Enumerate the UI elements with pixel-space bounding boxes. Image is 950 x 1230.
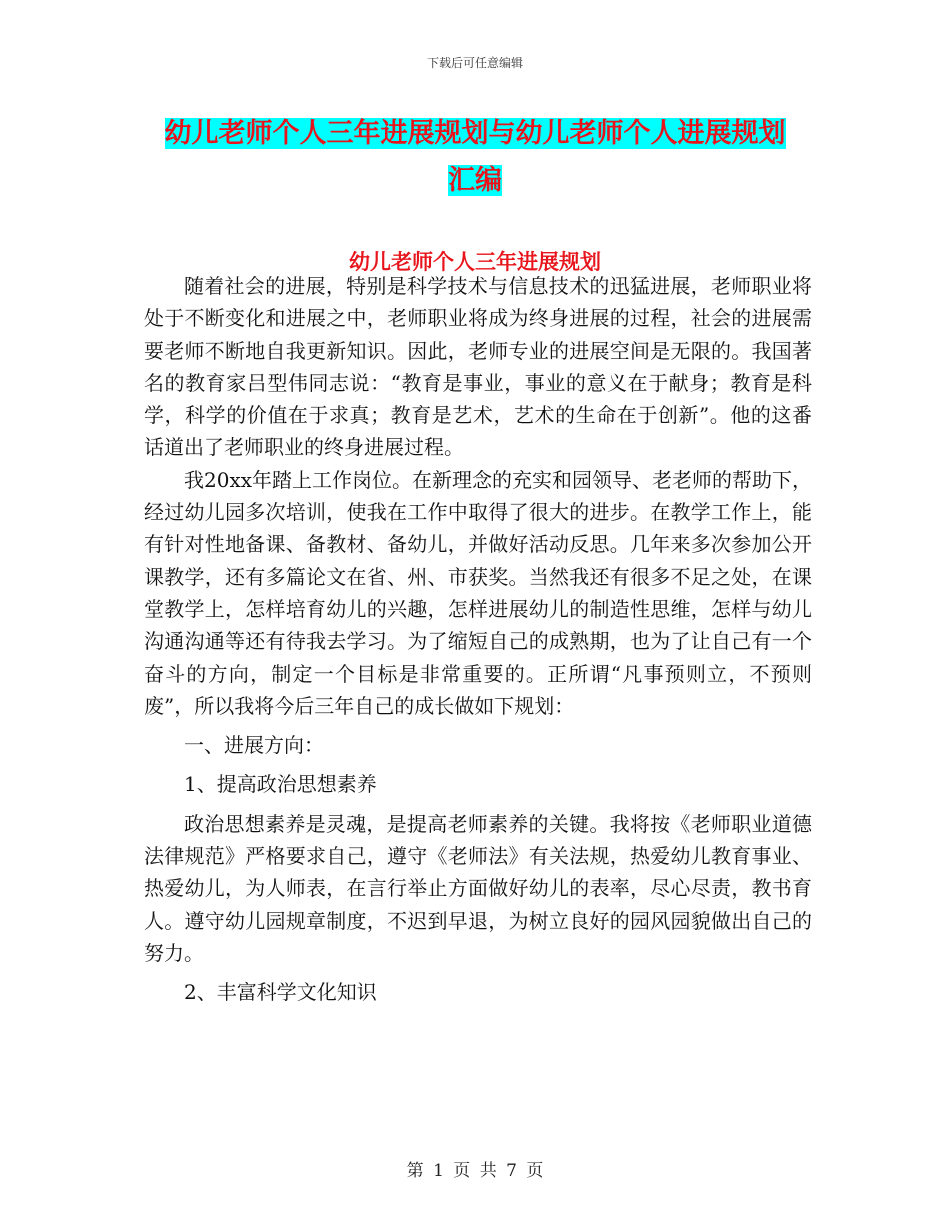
paragraph-heading: 1、提高政治思想素养: [184, 772, 377, 797]
paragraph-heading: 2、丰富科学文化知识: [184, 980, 377, 1005]
paragraph: 我20xx年踏上工作岗位。在新理念的充实和园领导、老老师的帮助下，经过幼儿园多次培训，使我在工作中取得了很大的进步。在教学工作上，能有针对性地备课、备教材、备幼儿，并做好活动反思。几年来多次参加公开课教学，还有多篇论文在省、州、市获奖。当然我还有很多不足之处，在课堂教学上，怎样培育幼儿的兴趣，怎样进展幼儿的制造性思维，怎样与幼儿沟通沟通等还有待我去学习。为了缩短自己的成熟期，也为了让自己有一个奋斗的方向，制定一个目标是非常重要的。正所谓“凡事预则立，不预则废”，所以我将今后三年自己的成长做如下规划：: [144, 467, 813, 718]
header-note: 下载后可任意编辑: [426, 56, 523, 70]
paragraph: 随着社会的进展，特别是科学技术与信息技术的迅猛进展，老师职业将处于不断变化和进展之中，老师职业将成为终身进展的过程，社会的进展需要老师不断地自我更新知识。因此，老师专业的进展空间是无限的。我国著名的教育家吕型伟同志说：“教育是事业，事业的意义在于献身；教育是科学，科学的价值在于求真；教育是艺术，艺术的生命在于创新”。他的这番话道出了老师职业的终身进展过程。: [144, 274, 812, 460]
page-number: 第 1 页 共 7 页: [406, 1161, 544, 1181]
document-body: [144, 270, 812, 1009]
paragraph: 政治思想素养是灵魂，是提高老师素养的关键。我将按《老师职业道德法律规范》严格要求自己，遵守《老师法》有关法规，热爱幼儿教育事业、热爱幼儿，为人师表，在言行举止方面做好幼儿的表率，尽心尽责，教书育人。遵守幼儿园规章制度，不迟到早退，为树立良好的园风园貌做出自己的努力。: [144, 811, 812, 965]
document-title: [140, 110, 810, 204]
section-title: 幼儿老师个人三年进展规划: [349, 250, 601, 274]
document-title-line-1: 幼儿老师个人三年进展规划与幼儿老师个人进展规划: [164, 118, 786, 149]
paragraph-heading: 一、进展方向：: [184, 733, 324, 758]
document-title-line-2: 汇编: [448, 165, 502, 196]
